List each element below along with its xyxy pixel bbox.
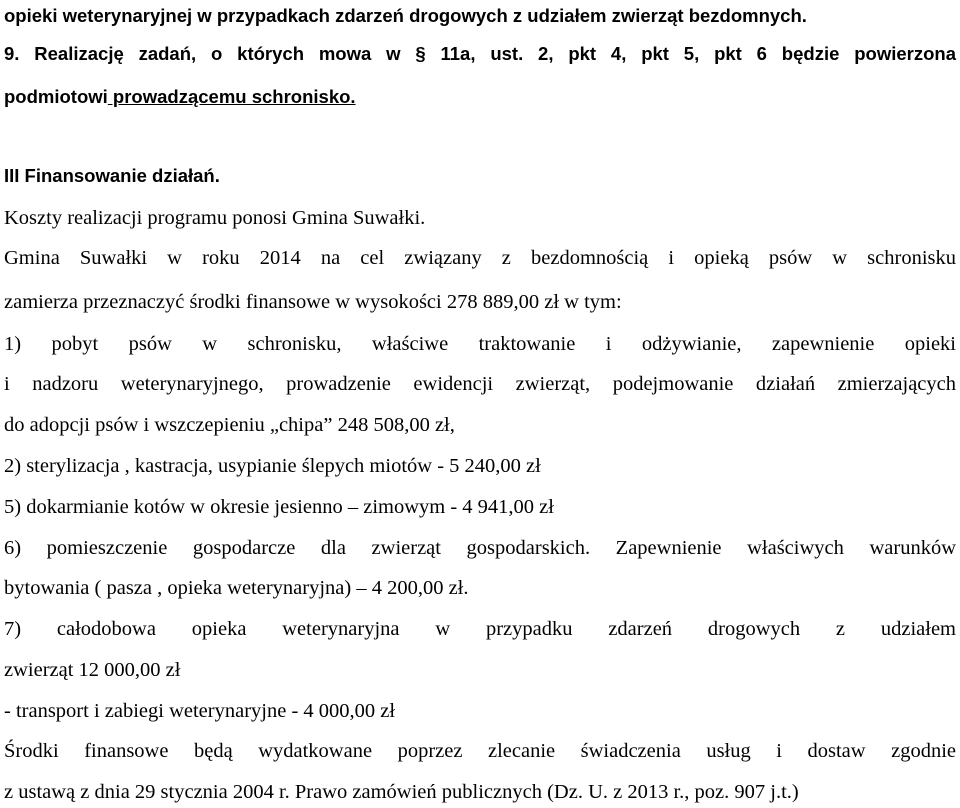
section-heading: III Finansowanie działań. [4, 165, 220, 186]
paragraph-line: Środki finansowe będą wydatkowane poprzez zlecanie świadczenia usług i dostaw zgodnie [4, 740, 956, 762]
paragraph-line: do adopcji psów i wszczepieniu „chipa” 248 508,00 zł, [4, 414, 455, 436]
paragraph-text: prowadzącemu schronisko. [107, 86, 356, 107]
paragraph-line: 9. Realizację zadań, o których mowa w § 11a, ust. 2, pkt 4, pkt 5, pkt 6 będzie powierzona [4, 43, 956, 64]
paragraph-text: podmiotowi [4, 86, 108, 107]
paragraph-line [4, 85, 956, 109]
paragraph-line: 6) pomieszczenie gospodarcze dla zwierząt gospodarskich. Zapewnienie właściwych warunków [4, 537, 956, 559]
paragraph-line: Gmina Suwałki w roku 2014 na cel związany z bezdomnością i opieką psów w schronisku [4, 247, 956, 269]
paragraph-line: bytowania ( pasza , opieka weterynaryjna) – 4 200,00 zł. [4, 577, 469, 599]
paragraph-line: opieki weterynaryjnej w przypadkach zdarzeń drogowych z udziałem zwierząt bezdomnych. [4, 5, 807, 26]
paragraph-line: zamierza przeznaczyć środki finansowe w wysokości 278 889,00 zł w tym: [4, 291, 622, 313]
paragraph-line: zwierząt 12 000,00 zł [4, 659, 181, 681]
paragraph-line: 7) całodobowa opieka weterynaryjna w przypadku zdarzeń drogowych z udziałem [4, 618, 956, 640]
paragraph-line: i nadzoru weterynaryjnego, prowadzenie ewidencji zwierząt, podejmowanie działań zmierzających [4, 373, 956, 395]
paragraph-line: 5) dokarmianie kotów w okresie jesienno – zimowym - 4 941,00 zł [4, 496, 554, 518]
paragraph-line: 1) pobyt psów w schronisku, właściwe traktowanie i odżywianie, zapewnienie opieki [4, 333, 956, 355]
paragraph-line: 2) sterylizacja , kastracja, usypianie ślepych miotów - 5 240,00 zł [4, 455, 541, 477]
paragraph-line: z ustawą z dnia 29 stycznia 2004 r. Prawo zamówień publicznych (Dz. U. z 2013 r., poz. 907 j.t.) [4, 781, 799, 803]
paragraph-line: - transport i zabiegi weterynaryjne - 4 000,00 zł [4, 700, 396, 722]
paragraph-line: Koszty realizacji programu ponosi Gmina Suwałki. [4, 207, 426, 229]
